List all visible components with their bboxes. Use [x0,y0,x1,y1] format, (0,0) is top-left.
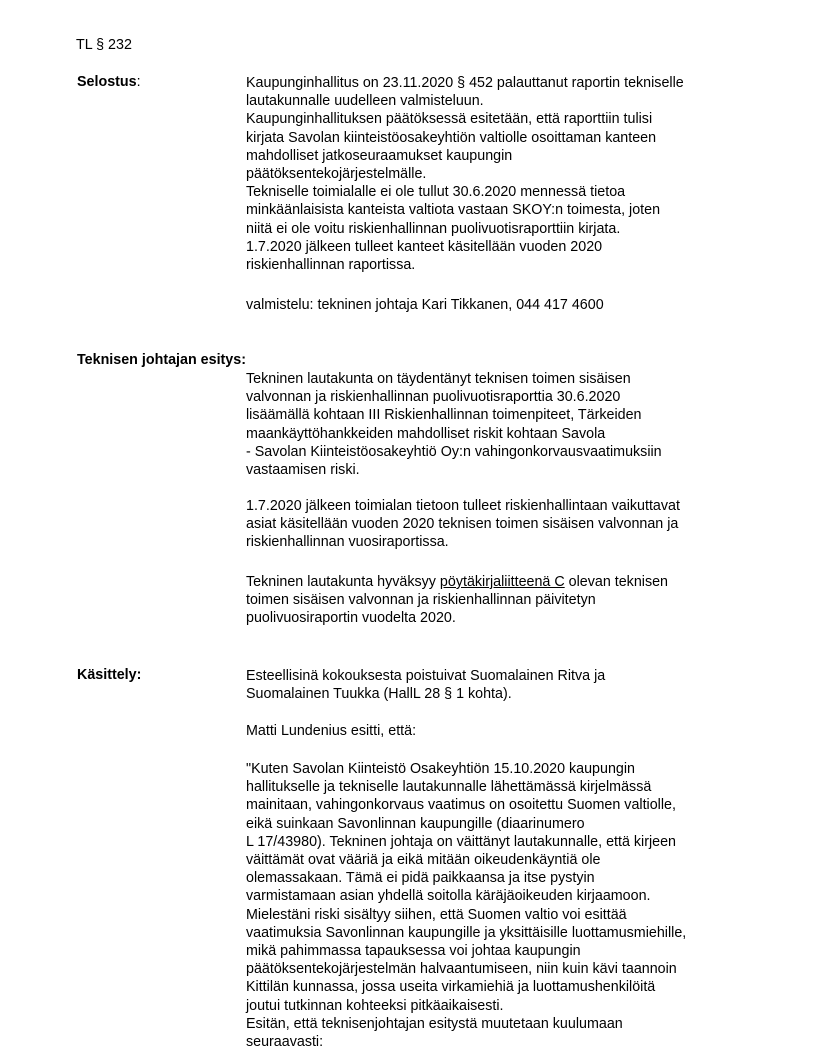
text-line: eikä suinkaan Savonlinnan kaupungille (diaarinumero [246,815,585,832]
text-line: Matti Lundenius esitti, että: [246,723,417,739]
section-reference: TL § 232 [76,37,132,53]
text-line: puolivuosiraportin vuodelta 2020. [246,610,456,627]
esitys-paragraph-1 [246,370,776,479]
attachment-c-link[interactable]: pöytäkirjaliitteenä C [439,574,565,590]
text-line: Mielestäni riski sisältyy siihen, että Suomen valtio voi esittää [246,906,627,923]
text-line: niitä ei ole voitu riskienhallinnan puolivuotisraporttiin kirjata. [246,220,621,237]
valmistelu-line [246,296,776,314]
text-line: 1.7.2020 jälkeen tulleet kanteet käsitellään vuoden 2020 [246,238,603,255]
selostus-text [246,74,776,274]
selostus-heading [77,74,141,90]
preparer-contact: valmistelu: tekninen johtaja Kari Tikkanen, 044 417 4600 [246,297,604,313]
text-line: minkäänlaisista kanteista valtiota vastaan SKOY:n toimesta, joten [246,202,661,219]
kasittely-proposal-quote [246,760,776,1051]
text-line: lisäämällä kohtaan III Riskienhallinnan toimenpiteet, Tärkeiden [246,407,642,424]
esitys-paragraph-2 [246,497,776,552]
text-line: asiat käsitellään vuoden 2020 teknisen toimen sisäisen valvonnan ja [246,516,679,533]
text-line: varmistamaan asian yhdellä soitolla käräjäoikeuden kirjaamoon. [246,888,651,905]
kasittely-heading: Käsittely: [77,667,142,683]
text-line: päätöksentekojärjestelmälle. [246,166,427,183]
text-line: Esteellisinä kokouksesta poistuivat Suomalainen Ritva ja [246,668,606,684]
text-line: Suomalainen Tuukka (HallL 28 § 1 kohta). [246,686,512,703]
text-line: maankäyttöhankkeiden mahdolliset riskit kohtaan Savola [246,425,606,442]
text-line: päätöksentekojärjestelmän halvaantumiseen, niin kuin kävi taannoin [246,961,677,978]
text-line: Kaupunginhallitus on 23.11.2020 § 452 palauttanut raportin tekniselle [246,75,684,91]
text-line: riskienhallinnan raportissa. [246,257,416,274]
kasittely-paragraph-1 [246,667,776,703]
text-fragment: olevan teknisen [564,574,669,590]
text-line: kirjata Savolan kiinteistöosakeyhtiön valtiolle osoittaman kanteen [246,129,657,146]
text-line [246,573,776,591]
esitys-heading: Teknisen johtajan esitys: [77,352,246,368]
text-line: riskienhallinnan vuosiraportissa. [246,534,449,551]
selostus-colon: : [136,74,141,90]
text-line: Esitän, että teknisenjohtajan esitystä muutetaan kuulumaan [246,1015,623,1032]
selostus-label: Selostus [77,74,137,90]
text-line: 1.7.2020 jälkeen toimialan tietoon tulleet riskienhallintaan vaikuttavat [246,498,680,514]
text-line: - Savolan Kiinteistöosakeyhtiö Oy:n vahingonkorvausvaatimuksiin [246,443,662,460]
text-line: lautakunnalle uudelleen valmisteluun. [246,93,484,110]
text-line: joutui tutkinnan kohteeksi pitkäaikaisesti. [246,997,504,1014]
text-line: seuraavasti: [246,1034,324,1051]
text-line: vaatimuksia Savonlinnan kaupungille ja yksittäisille luottamusmiehille, [246,924,687,941]
text-line: olemassakaan. Tämä ei pidä paikkaansa ja itse pystyin [246,870,595,887]
text-line: L 17/43980). Tekninen johtaja on väittänyt lautakunnalle, että kirjeen [246,833,677,850]
text-line: vastaamisen riski. [246,462,360,479]
text-line: hallitukselle ja tekniselle lautakunnalle lähettämässä kirjelmässä [246,779,652,796]
text-line: toimen sisäisen valvonnan ja riskienhallinnan päivitetyn [246,592,596,609]
esitys-paragraph-3 [246,573,776,628]
text-line: Tekninen lautakunta on täydentänyt teknisen toimen sisäisen [246,371,631,387]
text-line: mikä pahimmassa tapauksessa voi johtaa kaupungin [246,943,581,960]
text-line: Kaupunginhallituksen päätöksessä esitetään, että raporttiin tulisi [246,111,653,128]
kasittely-paragraph-2 [246,722,776,740]
text-line: Tekniselle toimialalle ei ole tullut 30.6.2020 mennessä tietoa [246,184,626,201]
text-line: "Kuten Savolan Kiinteistö Osakeyhtiön 15.10.2020 kaupungin [246,761,635,777]
text-line: Kittilän kunnassa, jossa useita virkamiehiä ja luottamushenkilöitä [246,979,656,996]
text-line: väittämät ovat vääriä ja eikä mitään oikeudenkäyntiä ole [246,852,601,869]
text-line: mainitaan, vahingonkorvaus vaatimus on osoitettu Suomen valtiolle, [246,797,676,814]
text-line: mahdolliset jatkoseuraamukset kaupungin [246,147,513,164]
text-line: valvonnan ja riskienhallinnan puolivuotisraporttia 30.6.2020 [246,389,621,406]
text-fragment: Tekninen lautakunta hyväksyy [246,574,440,590]
